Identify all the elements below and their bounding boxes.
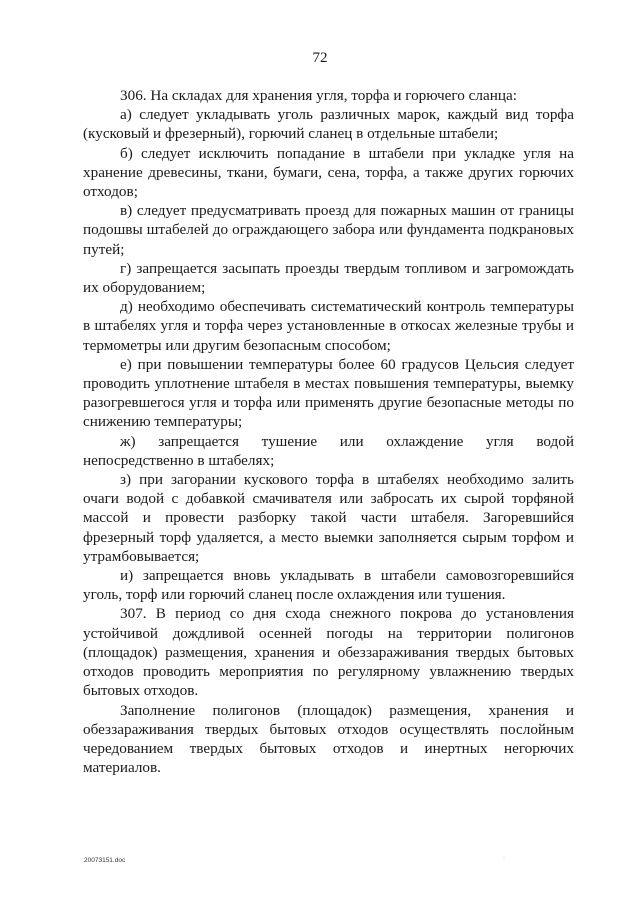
paragraph-306-item-e: е) при повышении температуры более 60 градусов Цельсия следует проводить уплотнение штабеля в местах повышения температуры, выемку разогревшегося угля и торфа или применять другие безопасные методы по снижению температуры; [83,355,574,431]
document-body [83,86,574,777]
paragraph-306-item-d: д) необходимо обеспечивать систематический контроль температуры в штабелях угля и торфа через установленные в откосах железные трубы и термометры или другим безопасным способом; [83,298,574,354]
paragraph-307-filling: Заполнение полигонов (площадок) размещения, хранения и обеззараживания твердых бытовых отходов осуществлять послойным чередованием твердых бытовых отходов и инертных негорючих материалов. [83,701,574,777]
page-number: 72 [312,50,328,66]
paragraph-306-item-v: в) следует предусматривать проезд для пожарных машин от границы подошвы штабелей до ограждающего забора или фундамента подкрановых путей; [83,202,574,258]
footer-mark: · [503,855,505,861]
paragraph-306-item-b: б) следует исключить попадание в штабели при укладке угля на хранение древесины, ткани, бумаги, сена, торфа, а также других горючих отходов; [83,144,574,201]
paragraph-306-item-i: и) запрещается вновь укладывать в штабели самовозгоревшийся уголь, торф или горючий сланец после охлаждения или тушения. [83,567,574,604]
paragraph-306-item-z: з) при загорании кускового торфа в штабелях необходимо залить очаги водой с добавкой смачивателя или забросать их сырой торфяной массой и провести разборку такой части штабеля. Загоревшийся фрезерный торф удаляется, а место выемки заполняется сырым торфом и утрамбовывается; [83,471,574,565]
paragraph-306-intro: 306. На складах для хранения угля, торфа и горючего сланца: [120,87,517,104]
paragraph-307: 307. В период со дня схода снежного покрова до установления устойчивой дождливой осенней погоды на территории полигонов (площадок) размещения, хранения и обеззараживания твердых бытовых отходов проводить мероприятия по регулярному увлажнению твердых бытовых отходов. [83,605,574,700]
paragraph-306-item-g: г) запрещается засыпать проезды твердым топливом и загромождать их оборудованием; [83,259,574,297]
paragraph-306-item-zh: ж) запрещается тушение или охлаждение угля водой непосредственно в штабелях; [83,432,574,469]
footer-file-name: 20073151.doc [84,857,126,864]
paragraph-306-item-a: а) следует укладывать уголь различных марок, каждый вид торфа (кусковый и фрезерный), горючий сланец в отдельные штабели; [83,106,574,143]
